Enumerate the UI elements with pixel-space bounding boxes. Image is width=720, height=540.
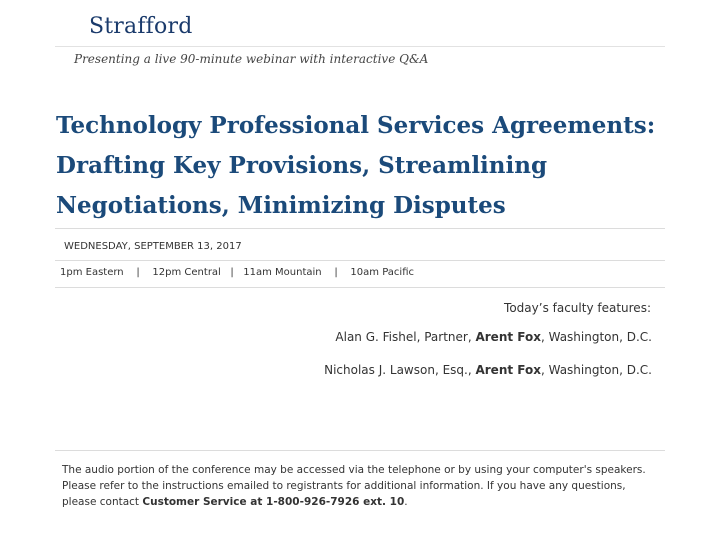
faculty-name: Nicholas J. Lawson, Esq., [324,363,476,377]
faculty-firm: Arent Fox [475,363,541,377]
date-divider [55,260,665,261]
faculty-member-1 [335,330,652,344]
notice-end: . [404,496,408,508]
title-divider [55,228,665,229]
webinar-date: WEDNESDAY, SEPTEMBER 13, 2017 [64,241,242,252]
title-line-2: Drafting Key Provisions, Streamlining [56,152,548,179]
webinar-title [56,106,676,226]
header-divider [55,46,665,47]
notice-text: The audio portion of the conference may be accessed via the telephone or by using your computer's speakers. Please refer to the instructions emailed to registrants for additional information. If you have any questions, please contact [62,464,646,508]
audio-notice [62,462,662,510]
faculty-name: Alan G. Fishel, Partner, [335,330,476,344]
faculty-firm: Arent Fox [475,330,541,344]
title-line-3: Negotiations, Minimizing Disputes [56,192,506,219]
faculty-location: , Washington, D.C. [540,330,652,344]
notice-divider [55,450,665,451]
faculty-label: Today’s faculty features: [504,301,651,315]
faculty-member-2 [324,363,652,377]
customer-service-contact: Customer Service at 1-800-926-7926 ext. 10 [142,496,405,508]
times-divider [55,287,665,288]
faculty-location: , Washington, D.C. [540,363,652,377]
title-line-1: Technology Professional Services Agreements: [56,112,656,139]
webinar-times: 1pm Eastern | 12pm Central | 11am Mountain | 10am Pacific [60,267,414,278]
tagline: Presenting a live 90-minute webinar with interactive Q&A [74,52,429,66]
strafford-logo: Strafford [89,14,193,39]
